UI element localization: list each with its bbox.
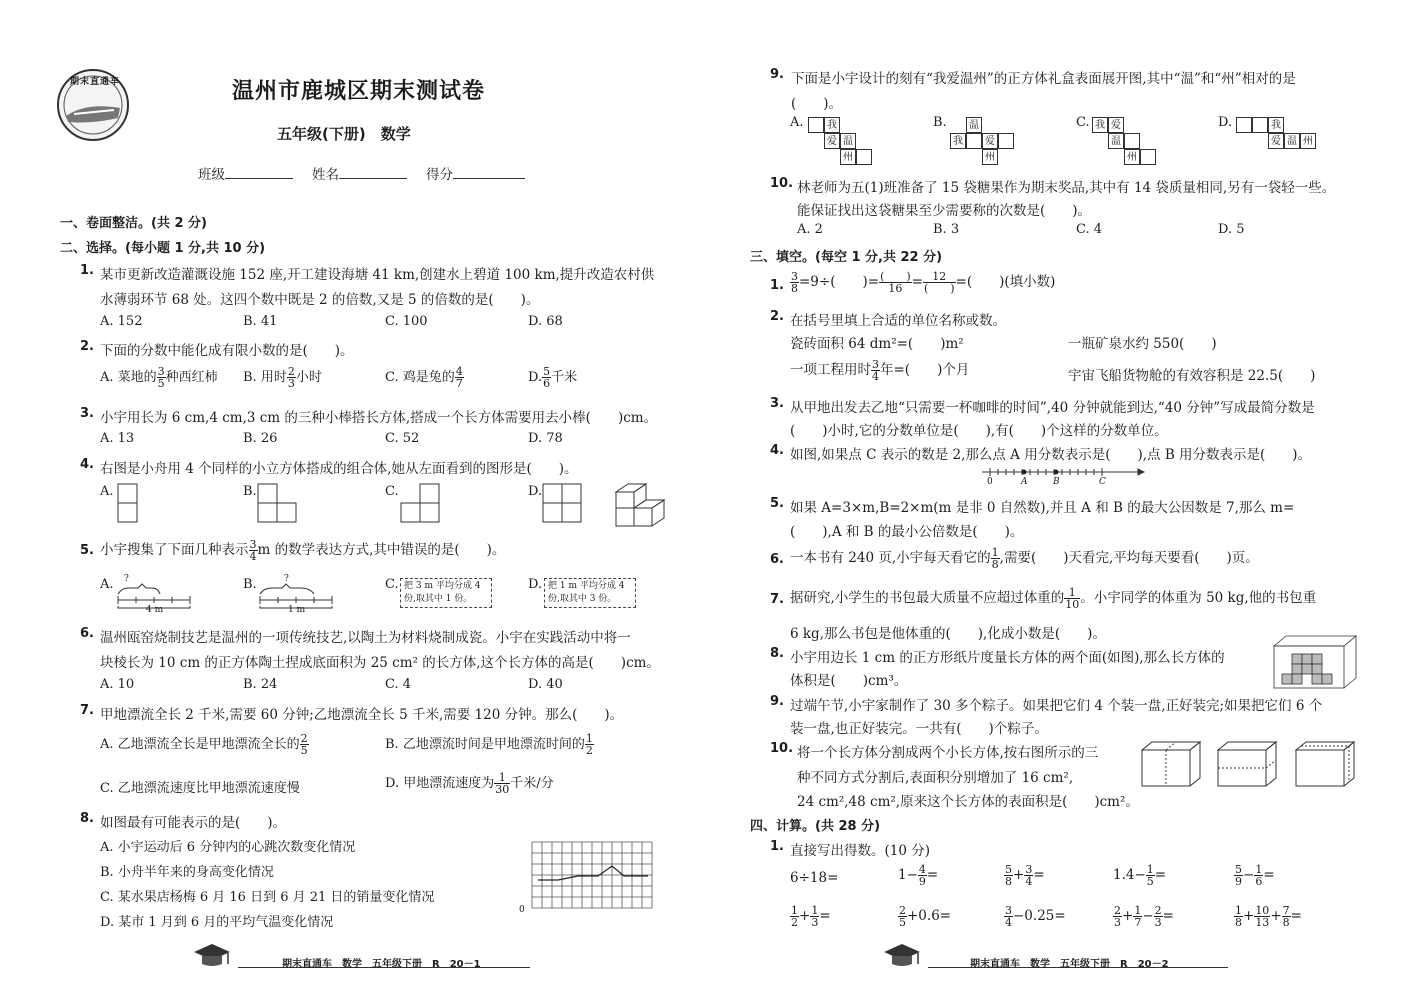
q3-option-a[interactable]: A. 13 [100, 431, 135, 446]
f10-line1: 将一个长方体分割成两个小长方体,按右图所示的三 [797, 745, 1099, 761]
q3-option-d[interactable]: D. 78 [528, 431, 563, 446]
calc-2-4: $\frac{2}{3}$ + $\frac{1}{7}$ − $\frac{2}{3}$ = [1114, 904, 1174, 929]
q5-a-length: 4 m [146, 605, 164, 615]
f1-text: $\frac{3}{8}$ =9÷( )= ( ) 16 = 12 ( ) =( )(填小数) [791, 270, 1056, 295]
f8-line2: 体积是( )cm³。 [790, 673, 908, 689]
calc-2-3: $\frac{3}{4}$ −0.25= [1005, 904, 1066, 929]
q6-option-a[interactable]: A. 10 [100, 677, 135, 692]
f5-number: 5. [770, 496, 784, 511]
f3-number: 3. [770, 396, 784, 411]
calc-2-1: $\frac{1}{2}$ + $\frac{1}{3}$ = [791, 904, 831, 929]
q5-option-a[interactable]: A. [100, 577, 114, 592]
q7-option-c[interactable]: C. 乙地漂流速度比甲地漂流速度慢 [100, 781, 300, 796]
f6-number: 6. [770, 552, 784, 567]
q4-option-a[interactable]: A. [100, 484, 114, 499]
q5-a-question: ? [124, 574, 129, 584]
f4-number-line [978, 462, 1148, 490]
f4-label-0: 0 [987, 477, 993, 487]
f10-line3: 24 cm²,48 cm²,原来这个长方体的表面积是( )cm²。 [797, 794, 1139, 810]
section-2: 二、选择。(每小题 1 分,共 10 分) [60, 241, 266, 256]
f3-line1: 从甲地出发去乙地“只需要一杯咖啡的时间”,40 分钟就能到达,“40 分钟”写成最简分数是 [790, 400, 1315, 416]
calc-2-5: $\frac{1}{8}$ + $\frac{10}{13}$ + $\frac{7}{8}$ = [1235, 904, 1302, 929]
logo-text: 期末直通车 [70, 77, 121, 87]
q9-line1: 下面是小宇设计的刻有“我爱温州”的正方体礼盒表面展开图,其中“温”和“州”相对的是 [791, 71, 1296, 87]
q4-d-shape [543, 484, 562, 503]
q1-option-c[interactable]: C. 100 [385, 314, 428, 329]
f8-number: 8. [770, 646, 784, 661]
f7-line1: 据研究,小学生的书包最大质量不应超过体重的 $\frac{1}{10}$ 。小宇同学的体重为 50 kg,他的书包重 [790, 586, 1317, 611]
q10-line2: 能保证找出这袋糖果至少需要称的次数是( )。 [797, 203, 1092, 219]
q8-number: 8. [80, 811, 94, 826]
q7-option-d[interactable]: D. 甲地漂流速度为 $\frac{1}{30}$ 千米/分 [385, 771, 554, 796]
q3-option-c[interactable]: C. 52 [385, 431, 420, 446]
f8-cuboid-figure [1272, 632, 1362, 692]
f2-item-a: 瓷砖面积 64 dm²=( )m² [790, 336, 964, 352]
q5-option-b[interactable]: B. [243, 577, 257, 592]
q2-option-c[interactable]: C. 鸡是兔的 $\frac{4}{7}$ [385, 365, 463, 390]
f10-number: 10. [770, 741, 794, 756]
q10-option-a[interactable]: A. 2 [797, 222, 823, 237]
q4-b-shape [258, 484, 277, 503]
f2-text: 在括号里填上合适的单位名称或数。 [790, 313, 1006, 329]
q10-option-d[interactable]: D. 5 [1218, 222, 1245, 237]
f2-number: 2. [770, 309, 784, 324]
c1-number: 1. [770, 839, 784, 854]
q1-line1: 某市更新改造灌溉设施 152 座,开工建设海塘 41 km,创建水上碧道 100 km,提升改造农村供 [100, 267, 655, 283]
q2-number: 2. [80, 339, 94, 354]
grad-cap-icon [190, 940, 238, 970]
page-subtitle: 五年级(下册) 数学 [277, 125, 411, 143]
c1-text: 直接写出得数。(10 分) [790, 843, 931, 859]
calc-1-5: $\frac{5}{9}$ − $\frac{1}{6}$ = [1235, 863, 1275, 888]
q6-line1: 温州瓯窑烧制技艺是温州的一项传统技艺,以陶土为材料烧制成瓷。小宇在实践活动中将一 [100, 630, 631, 646]
q2-option-d[interactable]: D. $\frac{5}{6}$ 千米 [528, 365, 578, 390]
q5-b-length: 1 m [288, 605, 306, 615]
f4-label-c: C [1099, 477, 1106, 487]
q7-option-b[interactable]: B. 乙地漂流时间是甲地漂流时间的 $\frac{1}{2}$ [385, 732, 593, 757]
q7-option-a[interactable]: A. 乙地漂流全长是甲地漂流全长的 $\frac{2}{5}$ [100, 732, 308, 757]
q3-option-b[interactable]: B. 26 [243, 431, 278, 446]
f7-number: 7. [770, 592, 784, 607]
q10-line1: 林老师为五(1)班准备了 15 袋糖果作为期末奖品,其中有 14 袋质量相同,另有一袋轻一些。 [797, 180, 1336, 196]
q6-number: 6. [80, 626, 94, 641]
f6-text: 一本书有 240 页,小宇每天看它的 $\frac{1}{8}$ ,需要( )天看完,平均每天要看( )页。 [790, 546, 1259, 571]
q6-option-b[interactable]: B. 24 [243, 677, 278, 692]
f4-label-a: A [1021, 477, 1028, 487]
f9-line2: 装一盘,也正好装完。一共有( )个粽子。 [790, 721, 1048, 737]
q1-option-b[interactable]: B. 41 [243, 314, 278, 329]
q2-option-a[interactable]: A. 菜地的 $\frac{3}{5}$ 种西红柿 [100, 365, 218, 390]
q9-option-a[interactable]: A. [790, 115, 804, 130]
q4-3d-figure [616, 484, 664, 526]
q9-option-c[interactable]: C. [1076, 115, 1090, 130]
q4-text: 右图是小舟用 4 个同样的小立方体搭成的组合体,她从左面看到的图形是( )。 [100, 461, 578, 477]
q10-option-c[interactable]: C. 4 [1076, 222, 1103, 237]
q9-line2: ( )。 [791, 96, 843, 112]
q5-number: 5. [80, 543, 94, 558]
q10-number: 10. [770, 176, 794, 191]
q4-option-b[interactable]: B. [243, 484, 257, 499]
field-name[interactable]: 姓名 [312, 163, 407, 183]
f8-line1: 小宇用边长 1 cm 的正方形纸片度量长方体的两个面(如图),那么长方体的 [790, 650, 1225, 666]
q4-a-shape [118, 484, 137, 503]
q2-text: 下面的分数中能化成有限小数的是( )。 [100, 343, 354, 359]
f3-line2: ( )小时,它的分数单位是( ),有( )个这样的分数单位。 [790, 423, 1168, 439]
grad-cap-icon-right [880, 940, 928, 970]
f4-text: 如图,如果点 C 表示的数是 2,那么点 A 用分数表示是( ),点 B 用分数表示是( )。 [790, 447, 1312, 463]
q5-text: 小宇搜集了下面几种表示 $\frac{3}{4}$ m 的数学表达方式,其中错误的是( )。 [100, 538, 506, 563]
f2-item-b: 一瓶矿泉水约 550( ) [1068, 336, 1217, 352]
q4-option-c[interactable]: C. [385, 484, 399, 499]
q8-line-graph [524, 836, 660, 916]
f10-line2: 种不同方式分割后,表面积分别增加了 16 cm², [797, 770, 1074, 786]
f9-number: 9. [770, 694, 784, 709]
calc-1-2: 1− $\frac{4}{9}$ = [898, 863, 939, 888]
logo [56, 68, 130, 142]
q9-option-b[interactable]: B. [933, 115, 947, 130]
calc-1-1: 6÷18= [790, 870, 839, 886]
footer-left: 期末直通车 数学 五年级下册 R 20－1 [282, 959, 481, 970]
q9-number: 9. [770, 67, 784, 82]
calc-2-2: $\frac{2}{5}$ +0.6= [899, 904, 952, 929]
f10-cuboids [1138, 738, 1360, 792]
q1-option-d[interactable]: D. 68 [528, 314, 563, 329]
q8-option-b[interactable]: B. 小舟半年来的身高变化情况 [100, 865, 274, 880]
q4-number: 4. [80, 457, 94, 472]
field-class[interactable]: 班级 [198, 163, 293, 183]
q2-option-b[interactable]: B. 用时 $\frac{2}{3}$ 小时 [243, 365, 322, 390]
q5-c-box: 把 3 m 平均分成 4 份,取其中 1 份。 [400, 578, 492, 608]
section-4: 四、计算。(共 28 分) [750, 819, 881, 834]
q6-option-d[interactable]: D. 40 [528, 677, 563, 692]
f5-line1: 如果 A=3×m,B=2×m(m 是非 0 自然数),并且 A 和 B 的最大公因数是 7,那么 m= [790, 500, 1295, 516]
q5-d-box: 把 1 m 平均分成 4 份,取其中 3 份。 [544, 578, 636, 608]
f1-number: 1. [770, 278, 784, 293]
f7-line2: 6 kg,那么书包是他体重的( ),化成小数是( )。 [790, 626, 1106, 642]
q8-option-a[interactable]: A. 小宇运动后 6 分钟内的心跳次数变化情况 [100, 840, 356, 855]
q7-number: 7. [80, 703, 94, 718]
section-3: 三、填空。(每空 1 分,共 22 分) [750, 250, 943, 265]
q7-text: 甲地漂流全长 2 千米,需要 60 分钟;乙地漂流全长 5 千米,需要 120 分钟。那么( )。 [100, 707, 624, 723]
f2-item-d: 宇宙飞船货物舱的有效容积是 22.5( ) [1068, 368, 1316, 384]
q8-text: 如图最有可能表示的是( )。 [100, 815, 287, 831]
q5-option-d[interactable]: D. [528, 577, 543, 592]
q1-option-a[interactable]: A. 152 [100, 314, 143, 329]
calc-1-3: $\frac{5}{8}$ + $\frac{3}{4}$ = [1005, 863, 1045, 888]
q4-option-d[interactable]: D. [528, 484, 543, 499]
calc-1-4: 1.4− $\frac{1}{5}$ = [1113, 863, 1167, 888]
q6-line2: 块棱长为 10 cm 的正方体陶土捏成底面积为 25 cm² 的长方体,这个长方体的高是( )cm。 [100, 655, 660, 671]
q5-b-question: ? [284, 574, 289, 584]
q8-option-c[interactable]: C. 某水果店杨梅 6 月 16 日到 6 月 21 日的销量变化情况 [100, 890, 435, 905]
f4-number: 4. [770, 443, 784, 458]
q9-option-d[interactable]: D. [1218, 115, 1233, 130]
f4-label-b: B [1053, 477, 1060, 487]
q4-c-shape [420, 484, 439, 503]
field-score[interactable]: 得分 [426, 163, 525, 183]
q3-number: 3. [80, 406, 94, 421]
section-1: 一、卷面整洁。(共 2 分) [60, 216, 207, 231]
f5-line2: ( ),A 和 B 的最小公倍数是( )。 [790, 524, 1024, 540]
q1-line2: 水薄弱环节 68 处。这四个数中既是 2 的倍数,又是 5 的倍数的是( )。 [100, 292, 540, 308]
footer-right: 期末直通车 数学 五年级下册 R 20－2 [970, 959, 1169, 970]
page-title: 温州市鹿城区期末测试卷 [232, 79, 486, 104]
f2-item-c: 一项工程用时 $\frac{3}{4}$ 年=( )个月 [790, 358, 970, 383]
q8-option-d[interactable]: D. 某市 1 月到 6 月的平均气温变化情况 [100, 915, 334, 930]
q8-curve [538, 866, 648, 880]
q8-origin: 0 [519, 905, 525, 915]
q3-text: 小宇用长为 6 cm,4 cm,3 cm 的三种小棒搭长方体,搭成一个长方体需要用去小棒( )cm。 [100, 410, 658, 426]
q5-option-c[interactable]: C. [385, 577, 399, 592]
q1-number: 1. [80, 263, 94, 278]
q4-figures [110, 480, 670, 536]
q10-option-b[interactable]: B. 3 [933, 222, 960, 237]
f9-line1: 过端午节,小宇家制作了 30 多个粽子。如果把它们 4 个装一盘,正好装完;如果把它们 6 个 [790, 698, 1323, 714]
q6-option-c[interactable]: C. 4 [385, 677, 412, 692]
